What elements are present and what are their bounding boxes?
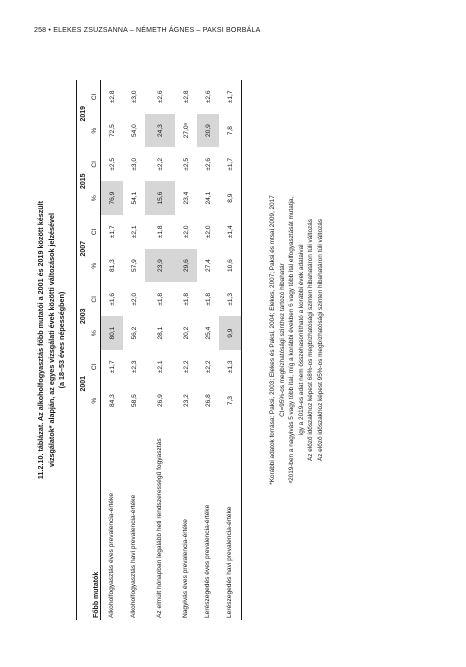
ci-cell: ±2,8 [108,90,116,104]
percent-cell: 57,9 [130,259,138,273]
running-head: 258 • ELEKES ZSUZSANNA – NÉMETH ÁGNES – PAKSI BORBÁLA [34,27,261,34]
percent-subheader: % [91,262,98,269]
ci-cell: ±2,0 [204,225,212,239]
table-notes [268,60,325,620]
percent-cell: 24,3 [145,114,175,148]
ci-cell: ±2,5 [182,157,190,171]
percent-cell: 54,1 [130,191,138,205]
ci-cell: ±2,6 [156,90,164,104]
ci-cell: ±3,0 [130,157,138,171]
percent-cell: 76,9 [101,181,124,215]
percent-cell: 80,1 [101,316,124,350]
percent-subheader: % [91,330,98,337]
percent-cell: 23,9 [145,249,175,283]
table-body [101,80,242,620]
table-title [36,60,68,620]
note-line: ᵃ2019-ben a nagyivás 5 vagy több ital, míg a korábbi években 6 vagy több ital elfogyasztását mutatja, [288,196,295,484]
ci-cell: ±2,2 [182,360,190,374]
percent-subheader: % [91,127,98,134]
ci-subheader: CI [91,161,98,168]
ci-cell: ±1,7 [226,157,234,171]
percent-subheader: % [91,397,98,404]
ci-subheader: CI [91,93,98,101]
percent-cell: 7,3 [226,396,234,406]
note-line: így a 2019-es adat nem összehasonlítható a korábbi évek adataival [297,244,305,436]
percent-cell: 28,1 [156,326,164,340]
ci-cell: ±2,0 [182,225,190,239]
ci-cell: ±1,7 [108,360,116,374]
table-row [175,80,197,620]
percent-cell: 20,9 [197,114,219,148]
ci-cell: ±3,0 [130,90,138,104]
ci-cell: ±2,2 [156,157,164,171]
note-line: CI=95%-os megbízhatósági szinthez tartozó hibahatár [278,263,286,417]
table-row [219,80,242,620]
corner-header: Főbb mutatók [93,571,100,618]
ci-cell: ±1,7 [226,90,234,104]
ci-cell: ±1,7 [108,225,116,239]
ci-cell: ±2,8 [182,90,190,104]
table-title-line: vizsgálatok* alapján, az egyes vizsgálati évek közötti változások jelzésével [46,212,56,468]
row-label: Nagyivás éves prevalencia-értéke [181,519,189,618]
ci-cell: ±1,4 [226,225,234,239]
ci-cell: ±1,8 [204,292,212,306]
percent-cell: 15,6 [145,181,175,215]
year-header-row [77,80,90,620]
percent-cell: 29,6 [175,249,197,283]
percent-cell: 54,0 [130,124,138,138]
percent-subheader: % [91,195,98,202]
table-row [123,80,145,620]
percent-cell: 23,4 [182,191,190,205]
data-table [76,80,242,620]
ci-cell: ±1,8 [156,225,164,239]
note-line: *Korábbi adatok forrása: Paksi, 2003; Elekes és Paksi, 2004; Elekes, 2007; Paksi és mtsai 2009, 2017 [269,195,276,485]
percent-cell: 26,9 [156,394,164,408]
table-row [197,80,219,620]
ci-cell: ±1,3 [226,360,234,374]
note-line: Az előző időszakhoz képest 68%-os megbízhatósági szinten hibahatáron túli változás [307,219,314,461]
ci-subheader: CI [91,363,98,371]
percent-cell: 58,5 [130,394,138,408]
percent-cell: 72,5 [108,124,116,138]
row-label: Alkoholfogyasztás havi prevalencia-értéke [129,494,137,618]
rotated-table-block [30,60,430,620]
percent-cell: 20,2 [182,326,190,340]
ci-subheader: CI [91,296,98,303]
ci-cell: ±2,5 [108,157,116,171]
percent-cell: 27,4 [204,259,212,273]
row-label: Alkoholfogyasztás éves prevalencia-értéke [107,493,115,618]
ci-cell: ±1,3 [226,292,234,306]
table-title-line: 11.2.10. táblázat. Az alkoholfogyasztás főbb mutatói a 2001 és 2019 között készült [36,200,45,480]
percent-cell: 9,9 [219,316,242,350]
row-label: Lerészegedés havi prevalencia-értéke [225,506,233,618]
note-line: Az előző időszakhoz képest 95%-os megbízhatósági szinten hibahatáron túli változás [316,219,324,461]
row-label: Lerészegedés éves prevalencia-értéke [203,504,211,618]
year-header: 2003 [79,308,87,325]
ci-cell: ±2,3 [130,360,138,374]
percent-cell: 26,8 [204,394,212,408]
ci-cell: ±2,6 [204,157,212,171]
percent-cell: 84,3 [108,394,116,408]
table-title-line: (a 18–53 éves népességben) [57,291,66,389]
ci-cell: ±2,0 [130,292,138,306]
ci-cell: ±2,6 [204,90,212,104]
year-header: 2015 [79,173,87,190]
table-row [101,80,124,620]
ci-cell: ±1,8 [182,292,190,306]
ci-cell: ±2,1 [156,360,164,374]
percent-cell: 56,2 [130,326,138,340]
percent-cell: 81,3 [108,259,116,273]
row-label: Az elmúlt hónapban legalább heti rendszerességű fogyasztás [155,438,163,618]
ci-cell: ±1,8 [156,292,164,306]
percent-cell: 24,1 [204,191,212,205]
year-header: 2001 [79,375,87,392]
ci-cell: ±2,1 [130,225,138,239]
ci-cell: ±2,2 [204,360,212,374]
ci-cell: ±1,6 [108,292,116,306]
year-header: 2007 [79,240,87,257]
percent-cell: 8,9 [226,193,234,203]
percent-cell: 25,4 [204,326,212,340]
ci-subheader: CI [91,228,98,236]
percent-cell: 23,2 [182,394,190,408]
percent-cell: 7,8 [226,126,234,136]
percent-cell: 27,0ᵃ [182,122,190,139]
percent-cell: 10,6 [226,259,234,273]
year-header: 2019 [79,105,87,122]
table-row [145,80,175,620]
